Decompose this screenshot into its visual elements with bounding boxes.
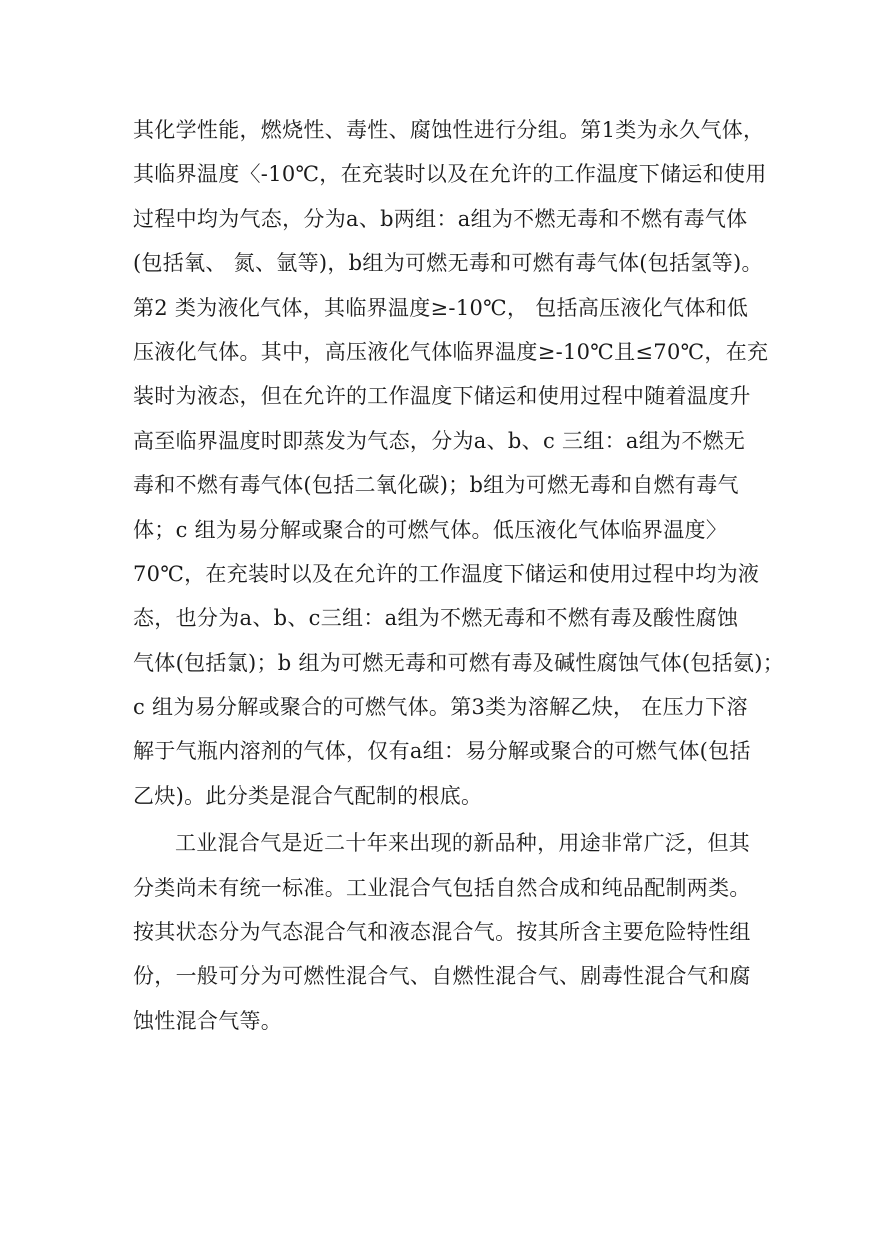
text-line: 气体(包括氯)；b 组为可燃无毒和可燃有毒及碱性腐蚀气体(包括氨)； xyxy=(133,650,785,675)
paragraph-2 xyxy=(133,821,773,1043)
paragraph-1 xyxy=(133,108,785,818)
text-line: (包括氧、 氮、氩等)，b组为可燃无毒和可燃有毒气体(包括氢等)。 xyxy=(133,251,763,276)
text-line: 其临界温度〈-10℃，在充装时以及在允许的工作温度下储运和使用 xyxy=(133,162,767,187)
text-line: 高至临界温度时即蒸发为气态，分为a、b、c 三组：a组为不燃无 xyxy=(133,428,746,453)
text-line: 乙炔)。此分类是混合气配制的根底。 xyxy=(133,783,483,808)
text-line: 压液化气体。其中，高压液化气体临界温度≥-10℃且≤70℃，在充 xyxy=(133,339,769,364)
text-line: 70℃，在充装时以及在允许的工作温度下储运和使用过程中均为液 xyxy=(133,561,760,586)
document-body xyxy=(133,108,785,1043)
text-line: 体；c 组为易分解或聚合的可燃气体。低压液化气体临界温度〉 xyxy=(133,517,728,542)
text-line: 第2 类为液化气体，其临界温度≥-10℃， 包括高压液化气体和低 xyxy=(133,295,749,320)
text-line: 毒和不燃有毒气体(包括二氧化碳)；b组为可燃无毒和自燃有毒气 xyxy=(133,473,739,498)
text-line: 其化学性能，燃烧性、毒性、腐蚀性进行分组。第1类为永久气体， xyxy=(133,118,765,142)
text-line: 工业混合气是近二十年来出现的新品种，用途非常广泛，但其 xyxy=(175,831,751,856)
text-line: 解于气瓶内溶剂的气体，仅有a组：易分解或聚合的可燃气体(包括 xyxy=(133,739,751,764)
text-line: 分类尚未有统一标准。工业混合气包括自然合成和纯品配制两类。 xyxy=(133,875,751,900)
text-line: 份，一般可分为可燃性混合气、自燃性混合气、剧毒性混合气和腐 xyxy=(133,964,751,989)
text-line: 态，也分为a、b、c三组：a组为不燃无毒和不燃有毒及酸性腐蚀 xyxy=(133,606,739,631)
text-line: c 组为易分解或聚合的可燃气体。第3类为溶解乙炔， 在压力下溶 xyxy=(133,695,748,720)
text-line: 按其状态分为气态混合气和液态混合气。按其所含主要危险特性组 xyxy=(133,920,751,945)
text-line: 装时为液态，但在允许的工作温度下储运和使用过程中随着温度升 xyxy=(133,384,751,409)
text-line: 过程中均为气态，分为a、b两组：a组为不燃无毒和不燃有毒气体 xyxy=(133,206,748,231)
text-line: 蚀性混合气等。 xyxy=(133,1008,283,1033)
